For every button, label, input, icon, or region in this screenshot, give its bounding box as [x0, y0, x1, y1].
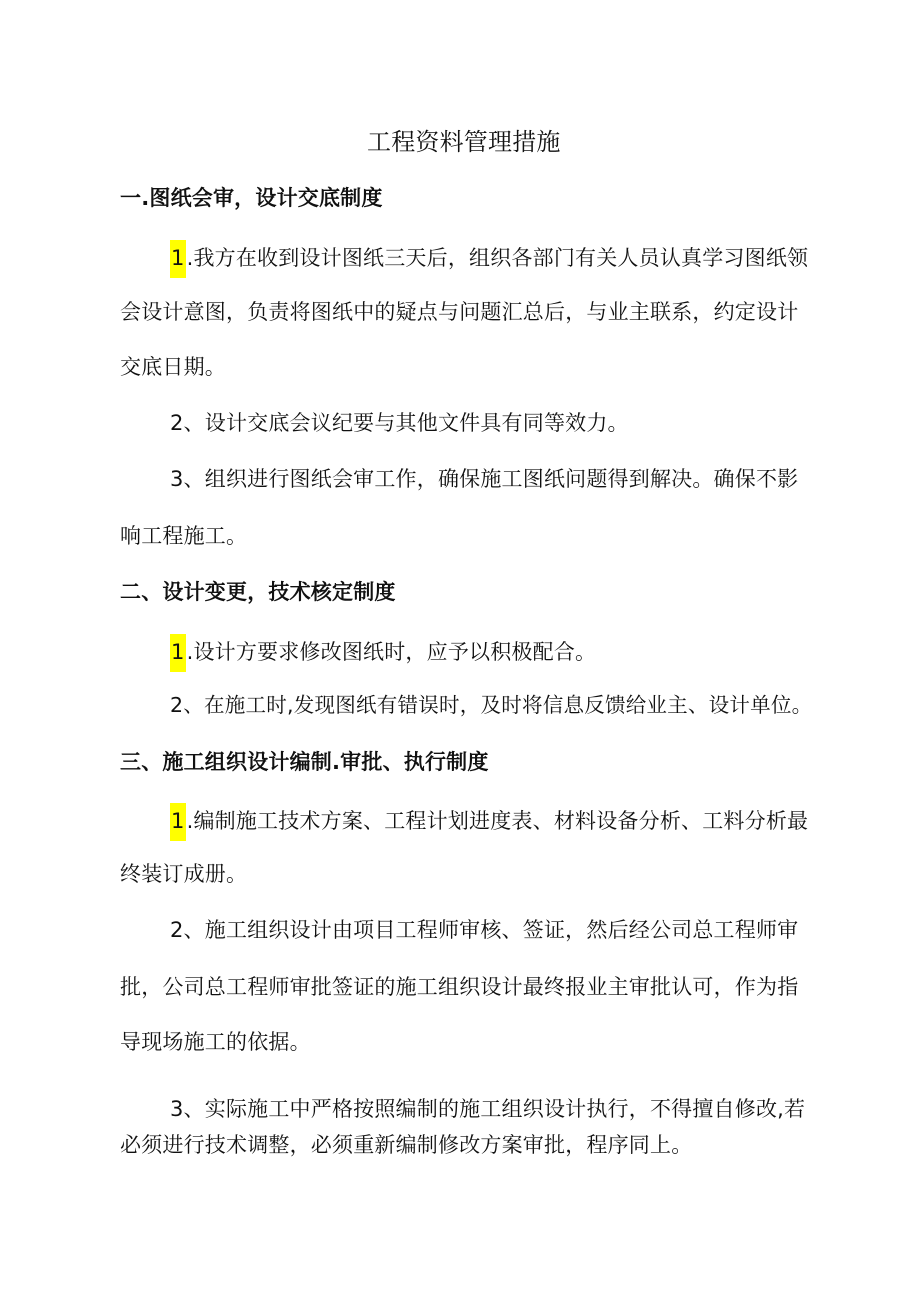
highlight-marker: 1	[170, 240, 186, 278]
section3-item1-text: .编制施工技术方案、工程计划进度表、材料设备分析、工料分析最	[186, 809, 809, 833]
section3-item3-line1: 3、实际施工中严格按照编制的施工组织设计执行，不得擅自修改,若	[170, 1097, 806, 1121]
highlight-marker: 1	[170, 634, 186, 672]
section-heading-1: 一.图纸会审，设计交底制度	[120, 186, 383, 210]
highlight-marker: 1	[170, 803, 186, 841]
section1-item1-line2: 会设计意图，负责将图纸中的疑点与问题汇总后，与业主联系，约定设计	[120, 300, 799, 324]
section-heading-3: 三、施工组织设计编制.审批、执行制度	[120, 750, 489, 774]
section3-item1-line2: 终装订成册。	[120, 862, 248, 886]
section3-item2-line1: 2、施工组织设计由项目工程师审核、签证，然后经公司总工程师审	[170, 918, 799, 942]
section3-item2-line2: 批，公司总工程师审批签证的施工组织设计最终报业主审批认可，作为指	[120, 975, 799, 999]
section3-item3-line2: 必须进行技术调整，必须重新编制修改方案审批，程序同上。	[120, 1133, 693, 1157]
section1-item1-line3: 交底日期。	[120, 355, 226, 379]
section3-item1-line1	[170, 803, 808, 841]
section2-item1	[170, 634, 596, 672]
section1-item1-text: .我方在收到设计图纸三天后，组织各部门有关人员认真学习图纸领	[186, 246, 809, 270]
section1-item3-line2: 响工程施工。	[120, 524, 248, 548]
section1-item2: 2、设计交底会议纪要与其他文件具有同等效力。	[170, 411, 629, 435]
section-heading-2: 二、设计变更，技术核定制度	[120, 580, 396, 604]
section1-item3-line1: 3、组织进行图纸会审工作，确保施工图纸问题得到解决。确保不影	[170, 467, 799, 491]
section1-item1-line1	[170, 240, 808, 278]
document-title: 工程资料管理措施	[367, 128, 561, 156]
section3-item2-line3: 导现场施工的依据。	[120, 1030, 311, 1054]
section2-item2: 2、在施工时,发现图纸有错误时，及时将信息反馈给业主、设计单位。	[170, 693, 813, 717]
section2-item1-text: .设计方要求修改图纸时，应予以积极配合。	[186, 640, 597, 664]
